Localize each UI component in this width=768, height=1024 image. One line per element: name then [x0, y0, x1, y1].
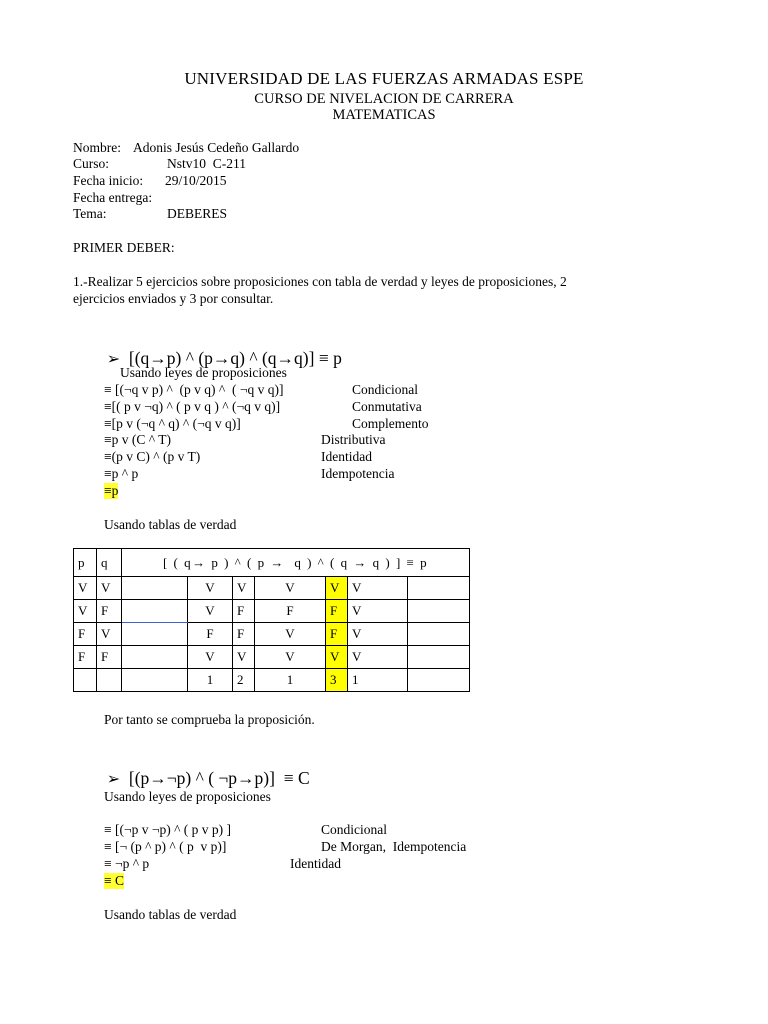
header-p: p — [74, 549, 97, 577]
table-cell: V — [348, 577, 408, 600]
ex1-step-expr: ≡p v (C ^ T) — [104, 432, 171, 447]
table-cell: V — [188, 577, 233, 600]
table-cell: V — [74, 600, 97, 623]
table-row — [74, 646, 470, 669]
table-cell-highlight: V — [326, 577, 348, 600]
arrow-bullet-icon: ➢ — [106, 771, 121, 788]
table-cell: V — [74, 577, 97, 600]
table-cell: V — [255, 646, 326, 669]
ex2-result: ≡ C — [104, 873, 124, 888]
table-header-row — [74, 549, 470, 577]
header-q: q — [97, 549, 122, 577]
table-cell: F — [233, 600, 255, 623]
ex1-tables-title: Usando tablas de verdad — [104, 517, 237, 532]
table-cell: 1 — [255, 669, 326, 692]
table-cell — [408, 600, 470, 623]
table-cell: V — [233, 646, 255, 669]
subject-title: MATEMATICAS — [332, 107, 436, 123]
table-cell — [122, 577, 188, 600]
truth-table — [73, 548, 470, 692]
table-cell: F — [97, 646, 122, 669]
ex2-step-expr: ≡ [(¬p v ¬p) ^ ( p v p) ] — [104, 822, 232, 837]
fecha-inicio-value: 29/10/2015 — [165, 173, 227, 188]
ex1-step-law: Idempotencia — [321, 466, 395, 481]
table-cell: V — [348, 623, 408, 646]
ex1-laws-title: Usando leyes de proposiciones — [120, 365, 287, 380]
ex1-result: ≡p — [104, 483, 119, 498]
ex1-step-expr: ≡[( p v ¬q) ^ ( p v q ) ^ (¬q v q)] — [104, 399, 281, 414]
table-cell: V — [348, 646, 408, 669]
table-cell: 1 — [348, 669, 408, 692]
ex2-laws-title: Usando leyes de proposiciones — [104, 789, 271, 804]
table-cell: V — [255, 577, 326, 600]
ex2-step-law: Identidad — [290, 856, 341, 871]
course-title: CURSO DE NIVELACION DE CARRERA — [254, 91, 514, 107]
table-cell: V — [188, 600, 233, 623]
ex2-step-law: De Morgan, Idempotencia — [321, 839, 467, 854]
ex1-step-expr: ≡[p v (¬q ^ q) ^ (¬q v q)] — [104, 416, 241, 431]
table-row — [74, 623, 470, 646]
curso-label: Curso: — [73, 156, 110, 171]
ex1-step-expr: ≡p ^ p — [104, 466, 139, 481]
table-cell — [122, 600, 188, 623]
nombre-value: Adonis Jesús Cedeño Gallardo — [133, 140, 300, 155]
table-cell: 1 — [188, 669, 233, 692]
table-cell-highlight: 3 — [326, 669, 348, 692]
table-cell: V — [233, 577, 255, 600]
table-cell — [97, 669, 122, 692]
table-cell — [122, 646, 188, 669]
table-cell: F — [97, 600, 122, 623]
tema-label: Tema: — [73, 206, 107, 221]
table-cell: F — [188, 623, 233, 646]
table-cell — [122, 623, 188, 646]
ex1-step-law: Identidad — [321, 449, 372, 464]
university-title: UNIVERSIDAD DE LAS FUERZAS ARMADAS ESPE — [184, 69, 584, 88]
ex2-step-law: Condicional — [321, 822, 387, 837]
table-cell: F — [255, 600, 326, 623]
table-cell: F — [233, 623, 255, 646]
table-cell-highlight: F — [326, 600, 348, 623]
intro-line-1: 1.-Realizar 5 ejercicios sobre proposiciones con tabla de verdad y leyes de proposiciones, 2 — [73, 274, 567, 289]
ex1-step-law: Complemento — [352, 416, 429, 431]
fecha-entrega-label: Fecha entrega: — [73, 190, 153, 205]
table-cell: F — [74, 646, 97, 669]
ex1-conclusion: Por tanto se comprueba la proposición. — [104, 712, 315, 727]
table-cell: V — [188, 646, 233, 669]
fecha-inicio-label: Fecha inicio: — [73, 173, 144, 188]
table-cell — [122, 669, 188, 692]
ex1-step-expr: ≡ [(¬q v p) ^ (p v q) ^ ( ¬q v q)] — [104, 382, 284, 397]
table-cell: F — [74, 623, 97, 646]
arrow-bullet-icon: ➢ — [106, 351, 121, 368]
table-cell: V — [97, 577, 122, 600]
table-cell-highlight: V — [326, 646, 348, 669]
exercise-2-heading — [98, 745, 310, 791]
nombre-label: Nombre: — [73, 140, 121, 155]
table-cell — [408, 623, 470, 646]
intro-line-2: ejercicios enviados y 3 por consultar. — [73, 291, 274, 306]
curso-value: Nstv10 C-211 — [167, 156, 247, 171]
ex2-step-expr: ≡ [¬ (p ^ p) ^ ( p v p)] — [104, 839, 227, 854]
ex1-step-law: Condicional — [352, 382, 418, 397]
ex2-step-expr: ≡ ¬p ^ p — [104, 856, 150, 871]
table-cell-highlight: F — [326, 623, 348, 646]
table-cell: V — [255, 623, 326, 646]
table-cell: V — [97, 623, 122, 646]
table-cell — [408, 646, 470, 669]
exercise-2-formula: [(p→¬p) ^ ( ¬p→p)] ≡ C — [128, 768, 310, 788]
tema-value: DEBERES — [167, 206, 228, 221]
ex2-tables-title: Usando tablas de verdad — [104, 907, 237, 922]
ex1-step-law: Conmutativa — [352, 399, 422, 414]
exercise-1-formula: [(q→p) ^ (p→q) ^ (q→q)] ≡ p — [128, 348, 342, 368]
table-row — [74, 577, 470, 600]
table-cell — [408, 577, 470, 600]
primer-deber-heading: PRIMER DEBER: — [73, 240, 175, 255]
table-cell — [74, 669, 97, 692]
table-cell: 2 — [233, 669, 255, 692]
table-cell — [408, 669, 470, 692]
ex1-step-expr: ≡(p v C) ^ (p v T) — [104, 449, 201, 464]
table-cell: V — [348, 600, 408, 623]
table-row — [74, 600, 470, 623]
ex1-step-law: Distributiva — [321, 432, 386, 447]
header-formula: [ ( q→ p ) ^ ( p → q ) ^ ( q → q ) ] ≡ p — [122, 549, 470, 577]
table-row-order — [74, 669, 470, 692]
